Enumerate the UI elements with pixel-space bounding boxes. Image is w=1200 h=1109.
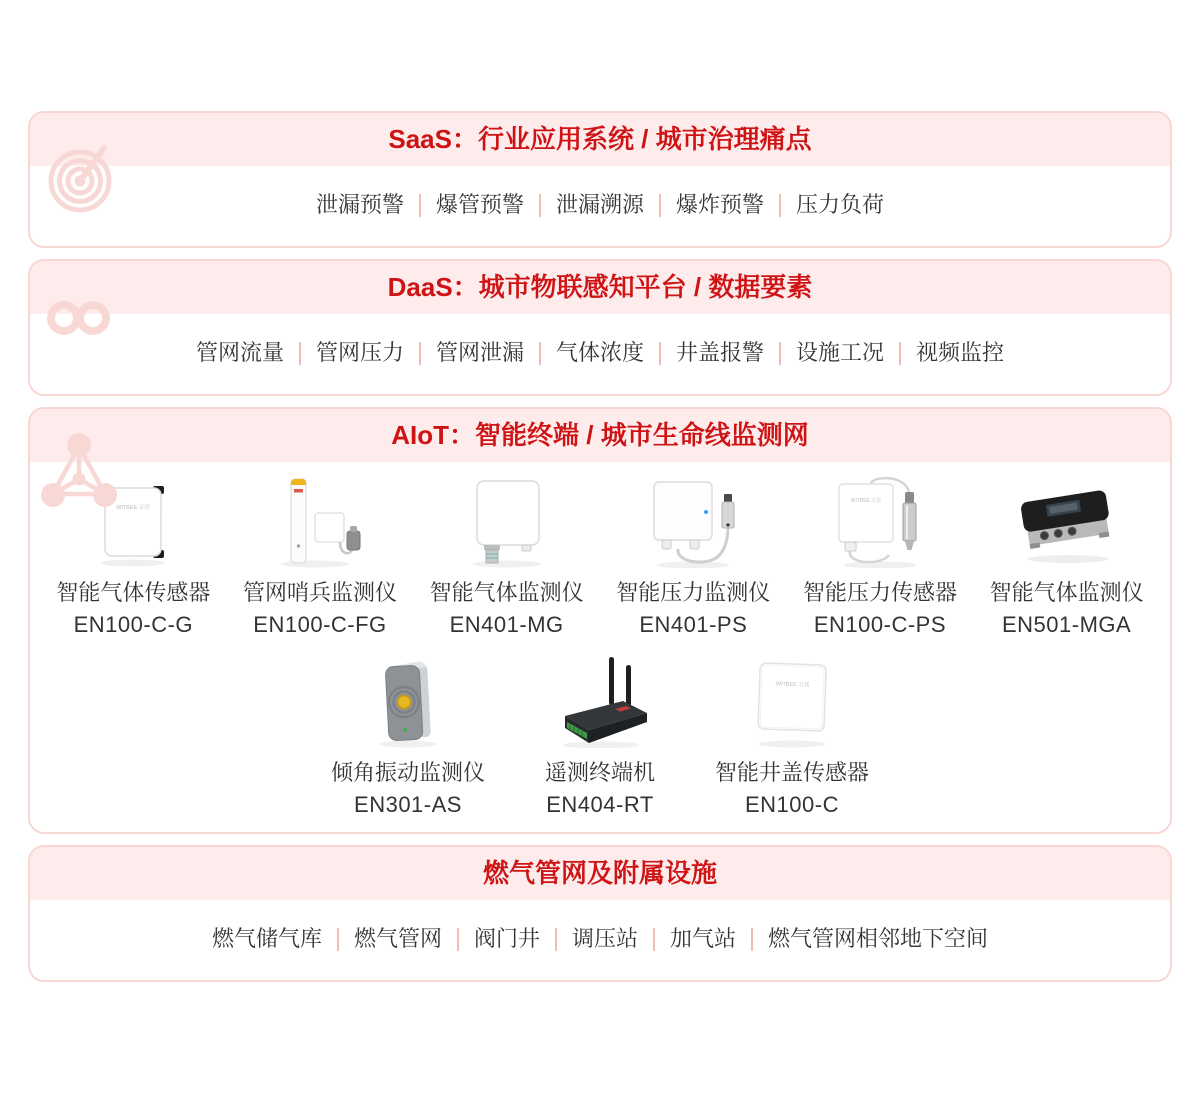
device-card: [504, 656, 696, 818]
pressure-monitor-device-image: [600, 476, 787, 568]
device-name: 管网哨兵监测仪: [242, 580, 397, 605]
list-item: 调压站: [572, 926, 639, 951]
section-aiot: [28, 407, 1172, 834]
list-item: 泄漏溯源: [555, 192, 644, 217]
svg-text:WITBEE 万宾: WITBEE 万宾: [116, 505, 151, 511]
device-model: EN100-C-PS: [813, 612, 947, 637]
device-model: EN100-C-FG: [253, 612, 387, 637]
gas-monitor-mga-device-image: [973, 476, 1160, 568]
device-name: 智能气体监测仪: [989, 580, 1144, 605]
device-name: 倾角振动监测仪: [330, 760, 485, 785]
list-item: 爆炸预警: [676, 192, 765, 217]
device-card: [40, 476, 227, 638]
device-card: [312, 656, 504, 818]
list-item: 管网流量: [195, 340, 284, 365]
list-item: 加气站: [670, 926, 737, 951]
device-name: 智能气体监测仪: [429, 580, 584, 605]
list-item: 爆管预警: [435, 192, 524, 217]
section-title: 燃气管网及附属设施: [30, 847, 1170, 900]
telemetry-terminal-device-image: [504, 656, 696, 748]
section-saas: [28, 111, 1172, 248]
section-infrastructure: [28, 845, 1172, 982]
device-name: 智能压力传感器: [802, 580, 957, 605]
device-model: EN301-AS: [354, 792, 462, 817]
list-item: 阀门井: [473, 926, 540, 951]
device-card: [600, 476, 787, 638]
section-title: DaaS：城市物联感知平台 / 数据要素: [30, 261, 1170, 314]
device-card: [413, 476, 600, 638]
device-name: 遥测终端机: [544, 760, 655, 785]
section-title: AIoT：智能终端 / 城市生命线监测网: [30, 409, 1170, 462]
device-card: [973, 476, 1160, 638]
device-row-1: [40, 476, 1160, 638]
svg-text:WITBEE 万宾: WITBEE 万宾: [850, 498, 882, 504]
device-model: EN100-C-G: [73, 612, 194, 637]
list-item: 燃气储气库: [211, 926, 322, 951]
list-item: 燃气管网相邻地下空间: [768, 926, 989, 951]
device-model: EN401-MG: [449, 612, 564, 637]
infrastructure-items: [30, 900, 1170, 980]
tilt-vibration-device-image: [312, 656, 504, 748]
manhole-cover-sensor-device-image: [696, 656, 888, 748]
list-item: 管网泄漏: [435, 340, 524, 365]
svg-text:WITBEE 万宾: WITBEE 万宾: [775, 681, 810, 689]
pipeline-sentinel-device-image: [227, 476, 414, 568]
device-card: [787, 476, 974, 638]
gas-monitor-device-image: [413, 476, 600, 568]
device-model: EN401-PS: [639, 612, 748, 637]
list-item: 压力负荷: [796, 192, 885, 217]
device-card: [696, 656, 888, 818]
aiot-devices: [30, 462, 1170, 832]
device-name: 智能气体传感器: [56, 580, 211, 605]
list-item: 视频监控: [916, 340, 1005, 365]
section-daas: [28, 259, 1172, 396]
list-item: 气体浓度: [555, 340, 644, 365]
device-model: EN501-MGA: [1002, 612, 1132, 637]
list-item: 管网压力: [315, 340, 404, 365]
list-item: 设施工况: [796, 340, 885, 365]
device-model: EN404-RT: [546, 792, 654, 817]
device-name: 智能压力监测仪: [616, 580, 771, 605]
device-model: EN100-C: [745, 792, 839, 817]
section-title: SaaS：行业应用系统 / 城市治理痛点: [30, 113, 1170, 166]
saas-items: [30, 166, 1170, 246]
list-item: 燃气管网: [353, 926, 442, 951]
device-row-2: [40, 656, 1160, 818]
list-item: 井盖报警: [676, 340, 765, 365]
list-item: 泄漏预警: [315, 192, 404, 217]
pressure-sensor-device-image: [787, 476, 974, 568]
device-card: [227, 476, 414, 638]
daas-items: [30, 314, 1170, 394]
gas-sensor-device-image: [40, 476, 227, 568]
device-name: 智能井盖传感器: [714, 760, 869, 785]
